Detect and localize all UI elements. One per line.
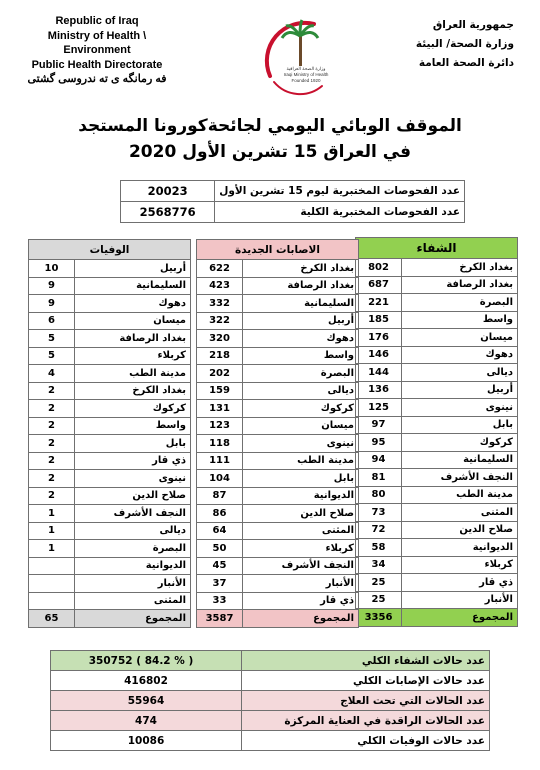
province-name: أربيل xyxy=(243,312,359,330)
header-ar-line: جمهورية العراق xyxy=(432,19,514,31)
table-row xyxy=(356,574,518,592)
total-row xyxy=(356,609,518,627)
province-value: 25 xyxy=(356,574,402,592)
table-row xyxy=(197,522,359,540)
province-name: الأنبار xyxy=(402,591,518,609)
table-row xyxy=(29,522,191,540)
province-value: 86 xyxy=(197,505,243,523)
province-value: 5 xyxy=(29,330,75,348)
province-value: 64 xyxy=(197,522,243,540)
province-name: الأنبار xyxy=(243,575,359,593)
table-row xyxy=(197,487,359,505)
new-infections-table xyxy=(196,239,359,628)
province-name: ميسان xyxy=(402,329,518,347)
summary-value: 474 xyxy=(51,711,242,731)
total-label: المجموع xyxy=(75,610,191,628)
table-row xyxy=(356,469,518,487)
province-name: الديوانية xyxy=(243,487,359,505)
summary-value: 416802 xyxy=(51,671,242,691)
province-value: 2 xyxy=(29,435,75,453)
table-row xyxy=(29,505,191,523)
table-row xyxy=(29,400,191,418)
province-name: النجف الأشرف xyxy=(402,469,518,487)
total-value: 65 xyxy=(29,610,75,628)
ministry-logo xyxy=(252,6,352,106)
table-row xyxy=(29,540,191,558)
province-value: 423 xyxy=(197,277,243,295)
province-value: 2 xyxy=(29,452,75,470)
table-row xyxy=(356,346,518,364)
province-name: بابل xyxy=(243,470,359,488)
province-name: دهوك xyxy=(402,346,518,364)
table-row xyxy=(29,487,191,505)
table-row xyxy=(356,381,518,399)
province-value: 95 xyxy=(356,434,402,452)
province-name: صلاح الدين xyxy=(243,505,359,523)
summary-label: عدد حالات الشفاء الكلي xyxy=(242,651,490,671)
province-value xyxy=(29,592,75,610)
province-name: مدينة الطب xyxy=(402,486,518,504)
province-name: ميسان xyxy=(75,312,191,330)
table-row xyxy=(197,382,359,400)
province-name: ديالى xyxy=(243,382,359,400)
table-row xyxy=(51,691,490,711)
table-row xyxy=(197,347,359,365)
province-name: بغداد الكرخ xyxy=(243,260,359,278)
province-name: كركوك xyxy=(243,400,359,418)
summary-label: عدد الحالات الراقدة في العناية المركزة xyxy=(242,711,490,731)
province-value: 9 xyxy=(29,277,75,295)
province-value: 146 xyxy=(356,346,402,364)
table-row xyxy=(197,592,359,610)
logo-caption-line: Founded 1920 xyxy=(291,78,321,83)
table-row xyxy=(29,435,191,453)
province-value: 6 xyxy=(29,312,75,330)
total-row xyxy=(197,610,359,628)
total-label: المجموع xyxy=(243,610,359,628)
lab-tests-table xyxy=(120,180,465,223)
province-name: بغداد الرصافة xyxy=(243,277,359,295)
table-row xyxy=(356,556,518,574)
table-row xyxy=(197,470,359,488)
table-row xyxy=(29,330,191,348)
summary-value: 55964 xyxy=(51,691,242,711)
province-name: ذي قار xyxy=(402,574,518,592)
province-name: بابل xyxy=(75,435,191,453)
province-value: 80 xyxy=(356,486,402,504)
table-row xyxy=(356,364,518,382)
table-row xyxy=(29,295,191,313)
province-name: نينوى xyxy=(402,399,518,417)
province-name: النجف الأشرف xyxy=(75,505,191,523)
province-name: واسط xyxy=(402,311,518,329)
province-name: دهوك xyxy=(75,295,191,313)
header-english xyxy=(22,14,172,87)
province-value: 123 xyxy=(197,417,243,435)
province-value: 687 xyxy=(356,276,402,294)
province-value xyxy=(29,575,75,593)
recoveries-table xyxy=(355,237,518,627)
province-value: 34 xyxy=(356,556,402,574)
table-row xyxy=(356,486,518,504)
table-row xyxy=(197,417,359,435)
table-row xyxy=(29,365,191,383)
province-name: نينوى xyxy=(75,470,191,488)
province-value: 185 xyxy=(356,311,402,329)
province-name: أربيل xyxy=(75,260,191,278)
province-name: كركوك xyxy=(402,434,518,452)
table-row xyxy=(29,417,191,435)
table-header-row xyxy=(356,238,518,259)
province-name: المثنى xyxy=(243,522,359,540)
table-row xyxy=(356,521,518,539)
province-name: نينوى xyxy=(243,435,359,453)
province-value: 118 xyxy=(197,435,243,453)
recovery-percentage: ( 84.2 % ) xyxy=(136,654,194,667)
header-en-line: Republic of Iraq xyxy=(55,15,139,27)
province-name: السليمانية xyxy=(243,295,359,313)
table-row xyxy=(356,591,518,609)
province-value: 159 xyxy=(197,382,243,400)
header-ar-line: وزارة الصحة/ البيئة xyxy=(415,38,514,50)
table-row xyxy=(29,382,191,400)
table-row xyxy=(29,260,191,278)
table-row xyxy=(356,399,518,417)
logo-caption xyxy=(282,66,330,84)
province-name: ميسان xyxy=(243,417,359,435)
province-value: 125 xyxy=(356,399,402,417)
table-row xyxy=(51,651,490,671)
province-name: المثنى xyxy=(402,504,518,522)
column-header: الوفيات xyxy=(29,240,191,260)
province-name: بغداد الكرخ xyxy=(75,382,191,400)
table-row xyxy=(197,435,359,453)
total-row xyxy=(29,610,191,628)
province-name: بغداد الرصافة xyxy=(75,330,191,348)
province-value: 104 xyxy=(197,470,243,488)
province-name: واسط xyxy=(75,417,191,435)
summary-label: عدد الحالات التي تحت العلاج xyxy=(242,691,490,711)
table-row xyxy=(51,671,490,691)
province-name: كركوك xyxy=(75,400,191,418)
header-arabic xyxy=(394,16,514,73)
province-value: 37 xyxy=(197,575,243,593)
province-name: مدينة الطب xyxy=(243,452,359,470)
tests-label: عدد الفحوصات المختبرية ليوم 15 تشرين الأول xyxy=(215,181,465,202)
page-subtitle: في العراق 15 تشرين الأول 2020 xyxy=(128,142,412,162)
province-value: 332 xyxy=(197,295,243,313)
province-value: 136 xyxy=(356,381,402,399)
table-header-row xyxy=(197,240,359,260)
table-row xyxy=(197,557,359,575)
province-name: البصرة xyxy=(243,365,359,383)
header-en-line: Public Health Directorate xyxy=(31,58,163,71)
province-value: 45 xyxy=(197,557,243,575)
logo-caption-line: وزارة الصحة العراقية xyxy=(286,66,326,71)
province-value: 2 xyxy=(29,382,75,400)
province-name: السليمانية xyxy=(75,277,191,295)
province-value xyxy=(29,557,75,575)
province-name: كربلاء xyxy=(243,540,359,558)
table-row xyxy=(29,575,191,593)
province-name: ديالى xyxy=(75,522,191,540)
province-value: 322 xyxy=(197,312,243,330)
province-value: 81 xyxy=(356,469,402,487)
province-value: 25 xyxy=(356,591,402,609)
table-row xyxy=(29,470,191,488)
tests-value: 2568776 xyxy=(121,202,215,223)
province-name: ذي قار xyxy=(75,452,191,470)
column-header: الاصابات الجديدة xyxy=(197,240,359,260)
province-value: 218 xyxy=(197,347,243,365)
province-name: البصرة xyxy=(402,294,518,312)
province-value: 176 xyxy=(356,329,402,347)
total-value: 3587 xyxy=(197,610,243,628)
province-value: 1 xyxy=(29,522,75,540)
header-en-line: فه رمانگه ى ته ندروسى گشتى xyxy=(27,73,167,85)
table-row xyxy=(29,277,191,295)
province-name: أربيل xyxy=(402,381,518,399)
province-value: 802 xyxy=(356,259,402,277)
province-name: البصرة xyxy=(75,540,191,558)
table-row xyxy=(197,260,359,278)
province-value: 2 xyxy=(29,417,75,435)
table-row xyxy=(356,504,518,522)
table-row xyxy=(197,365,359,383)
table-row xyxy=(356,416,518,434)
table-row xyxy=(197,505,359,523)
table-row xyxy=(29,347,191,365)
table-row xyxy=(356,311,518,329)
table-row xyxy=(51,711,490,731)
table-row xyxy=(51,731,490,751)
province-value: 87 xyxy=(197,487,243,505)
table-row xyxy=(29,592,191,610)
table-row xyxy=(197,312,359,330)
province-value: 33 xyxy=(197,592,243,610)
province-name: كربلاء xyxy=(402,556,518,574)
province-value: 1 xyxy=(29,540,75,558)
table-row xyxy=(197,295,359,313)
table-row xyxy=(356,294,518,312)
province-name: الديوانية xyxy=(402,539,518,557)
province-value: 4 xyxy=(29,365,75,383)
province-name: المثنى xyxy=(75,592,191,610)
table-row xyxy=(356,451,518,469)
table-row xyxy=(29,557,191,575)
province-value: 202 xyxy=(197,365,243,383)
summary-value xyxy=(51,651,242,671)
table-row xyxy=(356,276,518,294)
province-name: النجف الأشرف xyxy=(243,557,359,575)
province-value: 10 xyxy=(29,260,75,278)
province-value: 1 xyxy=(29,505,75,523)
page-title: الموقف الوبائي اليومي لجائحةكورونا المستجد xyxy=(78,116,462,136)
province-value: 221 xyxy=(356,294,402,312)
province-value: 73 xyxy=(356,504,402,522)
province-value: 9 xyxy=(29,295,75,313)
summary-label: عدد حالات الإصابات الكلي xyxy=(242,671,490,691)
table-row xyxy=(197,575,359,593)
table-row xyxy=(197,330,359,348)
province-value: 2 xyxy=(29,400,75,418)
total-value: 3356 xyxy=(356,609,402,627)
province-value: 94 xyxy=(356,451,402,469)
province-value: 5 xyxy=(29,347,75,365)
province-name: مدينة الطب xyxy=(75,365,191,383)
province-value: 72 xyxy=(356,521,402,539)
summary-number: 350752 xyxy=(88,654,133,667)
table-row xyxy=(356,434,518,452)
province-name: صلاح الدين xyxy=(402,521,518,539)
table-row xyxy=(356,329,518,347)
province-value: 622 xyxy=(197,260,243,278)
province-name: كربلاء xyxy=(75,347,191,365)
province-name: بغداد الكرخ xyxy=(402,259,518,277)
province-value: 111 xyxy=(197,452,243,470)
table-header-row xyxy=(29,240,191,260)
province-value: 144 xyxy=(356,364,402,382)
province-name: ديالى xyxy=(402,364,518,382)
table-row xyxy=(29,312,191,330)
province-value: 50 xyxy=(197,540,243,558)
palm-tree-icon xyxy=(252,6,352,106)
table-row xyxy=(121,202,465,223)
province-name: صلاح الدين xyxy=(75,487,191,505)
province-value: 2 xyxy=(29,487,75,505)
table-row xyxy=(197,540,359,558)
total-label: المجموع xyxy=(402,609,518,627)
deaths-table xyxy=(28,239,191,628)
logo-caption-line: Iraqi Ministry of Health xyxy=(283,72,329,77)
province-value: 131 xyxy=(197,400,243,418)
table-row xyxy=(356,259,518,277)
summary-table xyxy=(50,650,490,751)
province-name: بغداد الرصافة xyxy=(402,276,518,294)
province-value: 2 xyxy=(29,470,75,488)
province-name: السليمانية xyxy=(402,451,518,469)
province-name: ذي قار xyxy=(243,592,359,610)
province-value: 97 xyxy=(356,416,402,434)
summary-label: عدد حالات الوفيات الكلي xyxy=(242,731,490,751)
province-name: الأنبار xyxy=(75,575,191,593)
table-row xyxy=(121,181,465,202)
province-value: 58 xyxy=(356,539,402,557)
table-row xyxy=(29,452,191,470)
tests-value: 20023 xyxy=(121,181,215,202)
province-value: 320 xyxy=(197,330,243,348)
summary-value: 10086 xyxy=(51,731,242,751)
header-en-line: Ministry of Health \ Environment xyxy=(47,29,147,56)
table-row xyxy=(197,400,359,418)
table-row xyxy=(197,452,359,470)
province-name: دهوك xyxy=(243,330,359,348)
header-ar-line: دائرة الصحة العامة xyxy=(418,57,514,69)
province-name: واسط xyxy=(243,347,359,365)
province-name: بابل xyxy=(402,416,518,434)
province-name: الديوانية xyxy=(75,557,191,575)
column-header: الشفاء xyxy=(356,238,518,259)
table-row xyxy=(356,539,518,557)
table-row xyxy=(197,277,359,295)
tests-label: عدد الفحوصات المختبرية الكلية xyxy=(215,202,465,223)
